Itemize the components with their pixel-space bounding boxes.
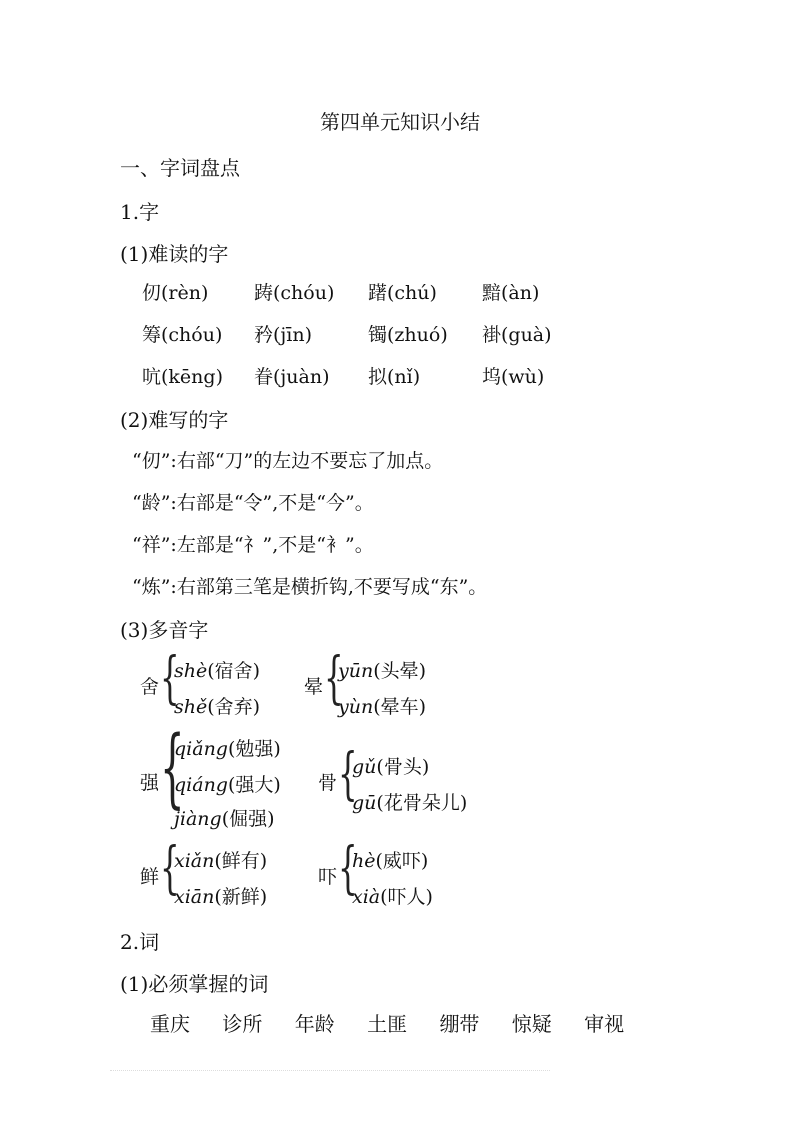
- subheading-words: 2.词: [120, 930, 160, 954]
- hard-read-item: 眷(juàn): [254, 366, 330, 388]
- polyphone-char: 吓: [318, 866, 338, 888]
- section-heading-words: 一、字词盘点: [120, 156, 240, 180]
- polyphone-group: [304, 646, 454, 724]
- writing-note: “祥”:左部是“礻”,不是“衤”。: [132, 534, 374, 556]
- polyphone-char: 舍: [140, 676, 160, 698]
- subheading-characters: 1.字: [120, 200, 160, 224]
- heading-must-master-words: (1)必须掌握的词: [120, 972, 269, 996]
- polyphone-reading: gǔ(骨头): [352, 756, 430, 778]
- heading-polyphones: (3)多音字: [120, 618, 209, 642]
- polyphone-reading: jiàng(倔强): [174, 808, 275, 830]
- polyphone-reading: gū(花骨朵儿): [352, 792, 468, 814]
- brace-icon: {: [160, 718, 185, 818]
- heading-hard-to-write: (2)难写的字: [120, 408, 229, 432]
- brace-icon: {: [160, 646, 180, 711]
- polyphone-reading: xià(吓人): [352, 886, 433, 908]
- polyphone-reading: qiǎng(勉强): [174, 738, 281, 760]
- word-item: 土匪: [367, 1012, 408, 1036]
- polyphone-char: 强: [140, 772, 160, 794]
- writing-note: “炼”:右部第三笔是横折钩,不要写成“东”。: [132, 576, 488, 598]
- polyphone-char: 骨: [318, 772, 338, 794]
- brace-icon: {: [338, 742, 358, 807]
- brace-icon: {: [160, 836, 180, 901]
- page-title: 第四单元知识小结: [320, 110, 480, 134]
- polyphone-group: [318, 836, 468, 914]
- brace-icon: {: [324, 646, 344, 711]
- polyphone-reading: yùn(晕车): [338, 696, 427, 718]
- polyphone-reading: qiáng(强大): [174, 774, 281, 796]
- hard-read-item: 踌(chóu): [254, 282, 335, 304]
- polyphone-reading: shě(舍弃): [174, 696, 261, 718]
- hard-read-item: 拟(nǐ): [368, 366, 421, 388]
- hard-read-item: 吭(kēng): [142, 366, 223, 388]
- hard-read-item: 镯(zhuó): [368, 324, 448, 346]
- polyphone-group: [318, 742, 488, 820]
- hard-read-item: 褂(guà): [482, 324, 552, 346]
- hard-read-item: 仞(rèn): [142, 282, 209, 304]
- word-item: 惊疑: [511, 1012, 552, 1036]
- heading-hard-to-read: (1)难读的字: [120, 242, 229, 266]
- word-list: [150, 1008, 650, 1037]
- hard-read-item: 黯(àn): [482, 282, 540, 304]
- writing-note: “仞”:右部“刀”的左边不要忘了加点。: [132, 450, 444, 472]
- word-item: 年龄: [294, 1012, 335, 1036]
- polyphone-reading: xiǎn(鲜有): [174, 850, 268, 872]
- polyphone-reading: yūn(头晕): [338, 660, 427, 682]
- polyphone-reading: hè(威吓): [352, 850, 429, 872]
- hard-read-item: 躇(chú): [368, 282, 437, 304]
- hard-read-row: [142, 362, 662, 392]
- polyphone-group: [140, 646, 290, 724]
- polyphone-group: [140, 718, 300, 832]
- hard-read-item: 筹(chóu): [142, 324, 223, 346]
- brace-icon: {: [338, 836, 358, 901]
- word-item: 诊所: [222, 1012, 263, 1036]
- hard-read-row: [142, 320, 662, 350]
- polyphone-group: [140, 836, 290, 914]
- word-item: 绷带: [439, 1012, 480, 1036]
- polyphone-char: 晕: [304, 676, 324, 698]
- writing-note: “龄”:右部是“令”,不是“今”。: [132, 492, 374, 514]
- polyphone-reading: shè(宿舍): [174, 660, 261, 682]
- polyphone-char: 鲜: [140, 866, 160, 888]
- hard-read-row: [142, 278, 662, 308]
- hard-read-item: 矜(jīn): [254, 324, 313, 346]
- faint-divider: [110, 1070, 550, 1074]
- hard-read-item: 坞(wù): [482, 366, 545, 388]
- word-item: 重庆: [150, 1012, 190, 1036]
- word-item: 审视: [584, 1012, 625, 1036]
- polyphone-reading: xiān(新鲜): [174, 886, 268, 908]
